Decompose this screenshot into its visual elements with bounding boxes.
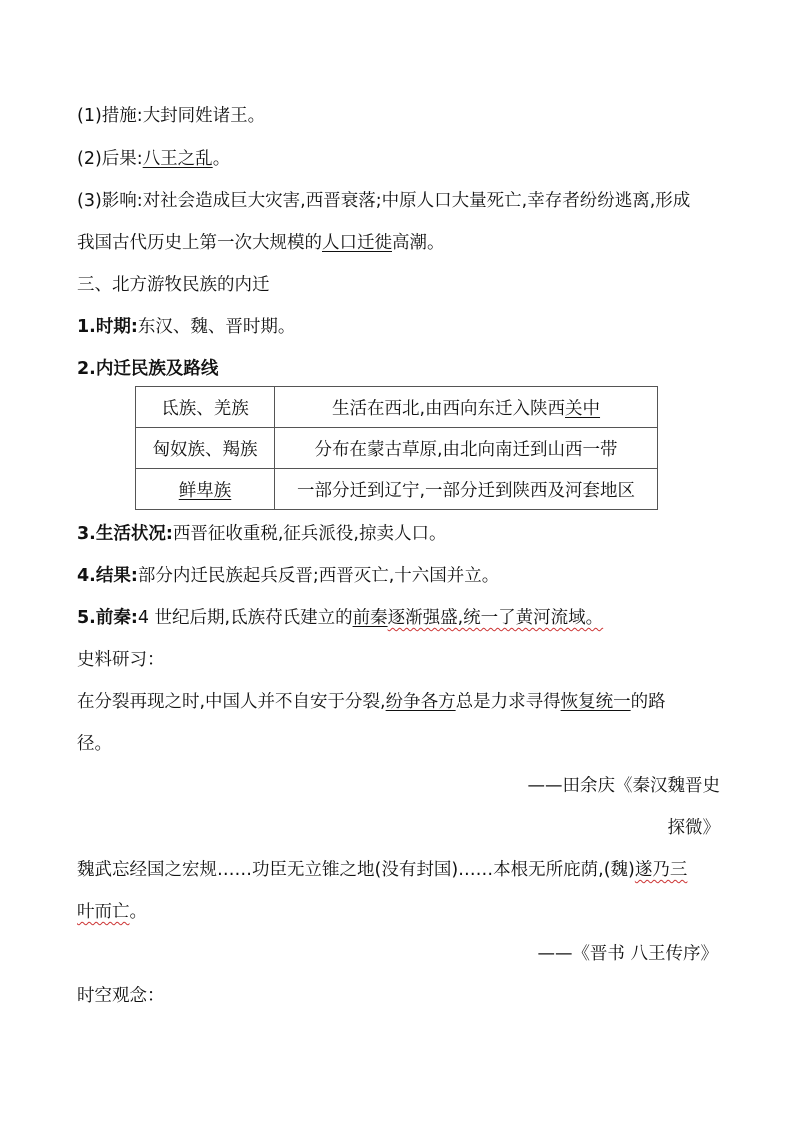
quote1-text-a: 在分裂再现之时,中国人并不自安于分裂, bbox=[77, 692, 386, 712]
result-line bbox=[77, 147, 230, 171]
measures-label: (1)措施: bbox=[77, 106, 143, 126]
source2: ——《晋书 八王传序》 bbox=[537, 944, 718, 964]
source1-line1: ——田余庆《秦汉魏晋史 bbox=[527, 776, 720, 796]
table-row bbox=[136, 469, 658, 510]
table-cell-ethnic: 匈奴族、羯族 bbox=[136, 428, 275, 469]
table-cell-ethnic: 氐族、羌族 bbox=[136, 387, 275, 428]
quote1-line2: 径。 bbox=[77, 734, 112, 754]
impact-key: 人口迁徙 bbox=[322, 233, 392, 253]
former-qin-line bbox=[77, 606, 603, 630]
impact-text-2b: 高潮。 bbox=[392, 233, 445, 253]
quote2-key: 魏 bbox=[610, 860, 629, 880]
quote2-text-b: ) bbox=[628, 860, 635, 880]
table-cell-route bbox=[275, 387, 658, 428]
route-text: 生活在西北,由西向东迁入陕西 bbox=[331, 398, 566, 419]
quote2-line2 bbox=[77, 900, 147, 924]
table-cell-route: 分布在蒙古草原,由北向南迁到山西一带 bbox=[275, 428, 658, 469]
period-text: 东汉、魏、晋时期。 bbox=[137, 317, 296, 337]
quote1-key2: 恢复统一 bbox=[560, 692, 631, 712]
impact-label: (3)影响: bbox=[77, 191, 143, 211]
impact-text-2a: 我国古代历史上第一次大规模的 bbox=[77, 233, 322, 253]
migration-heading bbox=[77, 357, 218, 381]
former-qin-key: 前秦 bbox=[352, 608, 388, 628]
period-label: 1.时期: bbox=[77, 317, 138, 337]
quote1-line1 bbox=[77, 690, 666, 714]
quote1-key1: 纷争各方 bbox=[385, 692, 456, 712]
result-end: 。 bbox=[212, 149, 231, 169]
study-label: 史料研习： bbox=[77, 650, 165, 670]
period-line bbox=[77, 315, 295, 339]
spacetime-label: 时空观念： bbox=[77, 986, 165, 1006]
table-row bbox=[136, 428, 658, 469]
impact-line-1 bbox=[77, 189, 690, 213]
migration-table bbox=[135, 386, 658, 510]
result-key: 八王之乱 bbox=[142, 149, 213, 169]
measures-line bbox=[77, 104, 265, 128]
impact-line-2 bbox=[77, 231, 445, 255]
route-key: 关中 bbox=[565, 398, 601, 419]
quote2-line2-text: 叶而亡 bbox=[77, 902, 130, 922]
quote1-text-c: 的路 bbox=[630, 692, 666, 712]
former-qin-label: 5.前秦: bbox=[77, 608, 138, 628]
section-3-title: 三、北方游牧民族的内迁 bbox=[77, 275, 270, 295]
living-text: 西晋征收重税,征兵派役,掠卖人口。 bbox=[172, 524, 447, 544]
quote2-text-a: 魏武忘经国之宏规……功臣无立锥之地(没有封国)……本根无所庇荫,( bbox=[77, 860, 611, 880]
result2-line bbox=[77, 564, 499, 588]
table-cell-route: 一部分迁到辽宁,一部分迁到陕西及河套地区 bbox=[275, 469, 658, 510]
table-row bbox=[136, 387, 658, 428]
result2-text: 部分内迁民族起兵反晋;西晋灭亡,十六国并立。 bbox=[137, 566, 500, 586]
migration-heading-label: 2.内迁民族及路线 bbox=[77, 359, 219, 379]
quote2-line2-end: 。 bbox=[129, 902, 147, 922]
result-label: (2)后果: bbox=[77, 149, 143, 169]
living-line bbox=[77, 522, 446, 546]
quote2-key2: 遂乃三 bbox=[634, 860, 688, 880]
ethnic-key: 鲜卑族 bbox=[178, 480, 232, 501]
quote2-line1 bbox=[77, 858, 687, 882]
former-qin-text-a: 4 世纪后期,氐族苻氏建立的 bbox=[137, 608, 353, 628]
impact-text-1: 对社会造成巨大灾害,西晋衰落;中原人口大量死亡,幸存者纷纷逃离,形成 bbox=[142, 191, 691, 211]
source1-line2: 探微》 bbox=[667, 818, 720, 838]
measures-text: 大封同姓诸王。 bbox=[142, 106, 266, 126]
result2-label: 4.结果: bbox=[77, 566, 138, 586]
table-cell-ethnic bbox=[136, 469, 275, 510]
former-qin-text-b: 逐渐强盛,统一了黄河流域。 bbox=[387, 608, 604, 628]
living-label: 3.生活状况: bbox=[77, 524, 173, 544]
quote1-text-b: 总是力求寻得 bbox=[455, 692, 561, 712]
